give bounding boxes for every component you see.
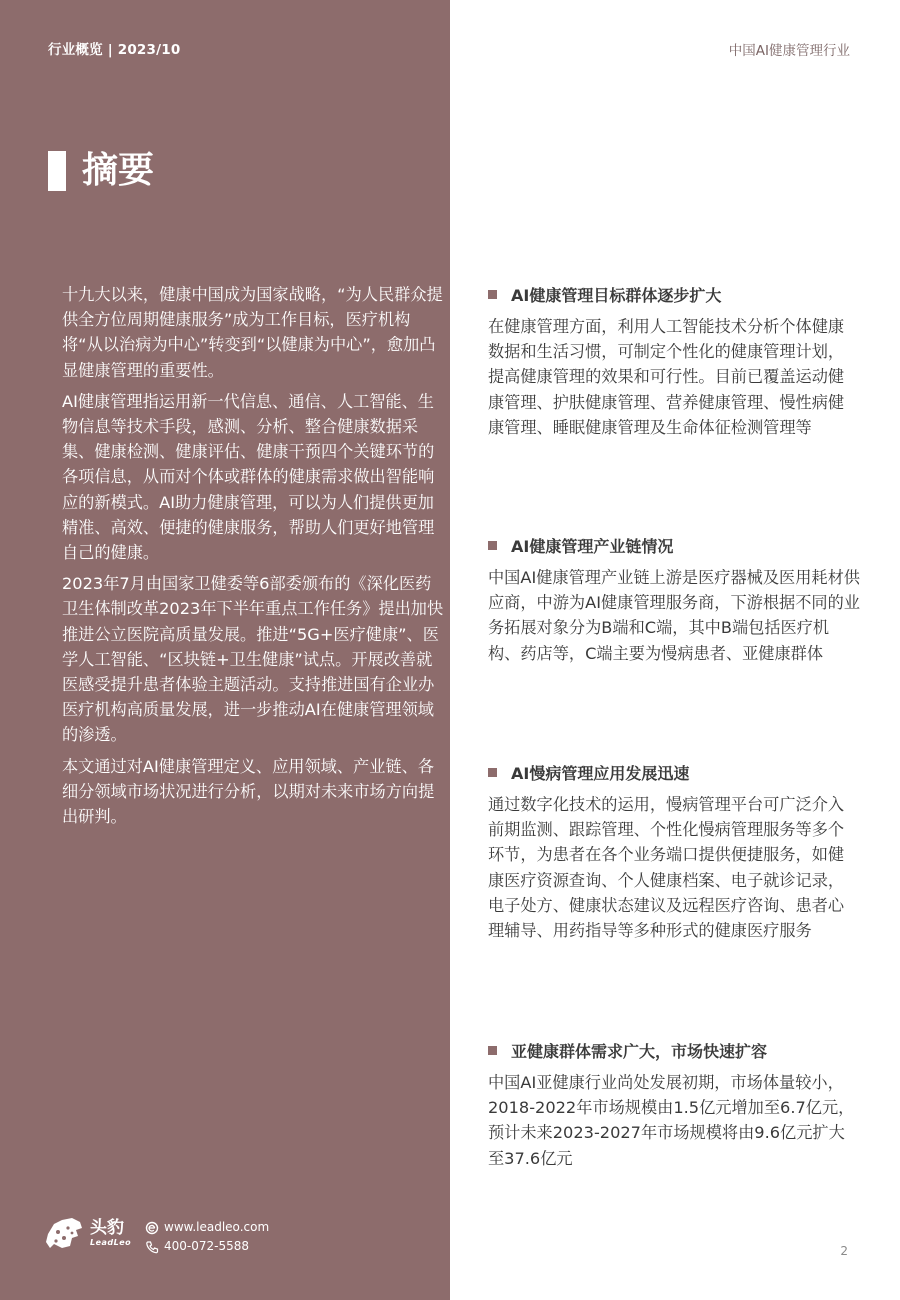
- section-target-group: [488, 282, 860, 440]
- section-title: AI健康管理目标群体逐步扩大: [511, 285, 722, 305]
- square-bullet-icon: [488, 541, 497, 550]
- summary-text: [62, 282, 444, 835]
- phone-icon: [145, 1240, 159, 1254]
- section-body: 中国AI亚健康行业尚处发展初期，市场体量较小，2018-2022年市场规模由1.5亿元增加至6.7亿元，预计未来2023-2027年市场规模将由9.6亿元扩大至37.6亿元: [488, 1073, 855, 1168]
- header-report-title: 中国AI健康管理行业: [728, 43, 850, 59]
- leopard-logo-icon: [44, 1214, 84, 1252]
- section-title: AI慢病管理应用发展迅速: [511, 763, 690, 783]
- footer-contact: [145, 1218, 269, 1256]
- page-number: 2: [840, 1244, 848, 1258]
- section-heading: [488, 1038, 860, 1062]
- section-heading: [488, 282, 860, 306]
- section-title: 亚健康群体需求广大，市场快速扩容: [511, 1041, 768, 1061]
- summary-paragraph: 十九大以来，健康中国成为国家战略，“为人民群众提供全方位周期健康服务”成为工作目标，医疗机构将“从以治病为中心”转变到“以健康为中心”，愈加凸显健康管理的重要性。: [62, 285, 443, 380]
- section-body: 通过数字化技术的运用，慢病管理平台可广泛介入前期监测、跟踪管理、个性化慢病管理服务等多个环节，为患者在各个业务端口提供便捷服务，如健康医疗资源查询、个人健康档案、电子就诊记录，电子处方、健康状态建议及远程医疗咨询、患者心理辅导、用药指导等多种形式的健康医疗服务: [488, 795, 845, 941]
- logo-english-name: LeadLeo: [90, 1238, 132, 1247]
- phone-row: [145, 1237, 269, 1256]
- square-bullet-icon: [488, 1046, 497, 1055]
- square-bullet-icon: [488, 768, 497, 777]
- header-category-date: 行业概览 | 2023/10: [48, 42, 181, 58]
- summary-paragraph: 本文通过对AI健康管理定义、应用领域、产业链、各细分领域市场状况进行分析，以期对未来市场方向提出研判。: [62, 756, 435, 827]
- square-bullet-icon: [488, 290, 497, 299]
- summary-paragraph: 2023年7月由国家卫健委等6部委颁布的《深化医药卫生体制改革2023年下半年重点工作任务》提出加快推进公立医院高质量发展。推进“5G+医疗健康”、医学人工智能、“区块链+卫生健康”试点。开展改善就医感受提升患者体验主题活动。支持推进国有企业办医疗机构高质量发展，进一步推动AI在健康管理领域的渗透。: [62, 574, 444, 745]
- logo-chinese-name: 头豹: [90, 1218, 124, 1238]
- section-body: 中国AI健康管理产业链上游是医疗器械及医用耗材供应商，中游为AI健康管理服务商，下游根据不同的业务拓展对象分为B端和C端，其中B端包括医疗机构、药店等，C端主要为慢病患者、亚健康群体: [488, 568, 860, 663]
- title-accent-bar: [48, 151, 66, 191]
- section-body: 在健康管理方面，利用人工智能技术分析个体健康数据和生活习惯，可制定个性化的健康管理计划，提高健康管理的效果和可行性。目前已覆盖运动健康管理、护肤健康管理、营养健康管理、慢性病健康管理、睡眠健康管理及生命体征检测管理等: [488, 317, 845, 437]
- section-heading: [488, 533, 860, 557]
- logo-wordmark: [90, 1218, 131, 1248]
- summary-paragraph: AI健康管理指运用新一代信息、通信、人工智能、生物信息等技术手段，感测、分析、整合健康数据采集、健康检测、健康评估、健康干预四个关键环节的各项信息，从而对个体或群体的健康需求做出智能响应的新模式。AI助力健康管理，可以为人们提供更加精准、高效、便捷的健康服务，帮助人们更好地管理自己的健康。: [62, 391, 435, 563]
- section-chronic-disease: [488, 760, 860, 943]
- section-title: AI健康管理产业链情况: [511, 536, 674, 556]
- page-title: 摘要: [82, 150, 155, 191]
- leadleo-logo: [44, 1214, 131, 1252]
- section-heading: [488, 760, 860, 784]
- phone-number: 400-072-5588: [164, 1239, 250, 1253]
- section-industry-chain: [488, 533, 860, 666]
- web-e-icon: [145, 1221, 159, 1235]
- page-title-block: [48, 150, 154, 192]
- section-subhealth-market: [488, 1038, 860, 1171]
- website-link[interactable]: www.leadleo.com: [164, 1220, 270, 1234]
- website-row[interactable]: [145, 1218, 269, 1237]
